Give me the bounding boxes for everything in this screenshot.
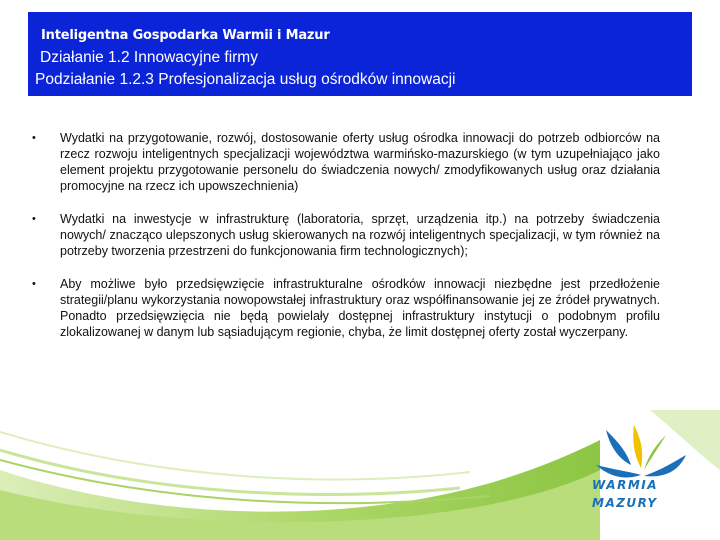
title-banner [28, 12, 692, 96]
list-item-text: Wydatki na inwestycje w infrastrukturę (laboratoria, sprzęt, urządzenia itp.) na potrzeby świadczenia nowych/ znacząco ulepszonych usług skierowanych na rozwój inteligentnych specjalizacji, w tym również na potrzeby tworzenia przestrzeni do funkcjonowania firm technologicznych); [60, 212, 660, 258]
warmia-mazury-logo [586, 420, 698, 532]
bullet-icon: • [32, 278, 36, 290]
list-item-text: Wydatki na przygotowanie, rozwój, dostosowanie oferty usług ośrodka innowacji do potrzeb odbiorców na rzecz rozwoju inteligentnych specjalizacji województwa warmińsko-mazurskiego (w tym uzupełniająco jako element projektu przygotowanie personelu do świadczenia nowych/ zmodyfikowanych usług oraz działania promocyjne na rzecz ich upowszechnienia) [60, 131, 660, 193]
list-item [30, 211, 660, 259]
subaction-title: Podziałanie 1.2.3 Profesjonalizacja usług ośrodków innowacji [35, 71, 456, 88]
bullet-list [30, 130, 660, 357]
logo-text-line-2: MAZURY [592, 496, 658, 510]
bullet-icon: • [32, 132, 36, 144]
list-item [30, 276, 660, 340]
bullet-icon: • [32, 213, 36, 225]
list-item-text: Aby możliwe było przedsięwzięcie infrastrukturalne ośrodków innowacji niezbędne jest przedłożenie strategii/planu wykorzystania nowopowstałej infrastruktury oraz współfinansowanie jej ze źródeł prywatnych. Ponadto przedsięwzięcia nie będą powielały dostępnej infrastruktury instytucji o podobnym profilu zlokalizowanej w danym lub sąsiadującym regionie, chyba, że limit dostępnej oferty został wyczerpany. [60, 277, 660, 339]
action-title: Działanie 1.2 Innowacyjne firmy [40, 49, 258, 66]
list-item [30, 130, 660, 194]
logo-text-line-1: WARMIA [592, 478, 659, 492]
program-name: Inteligentna Gospodarka Warmii i Mazur [41, 28, 330, 43]
